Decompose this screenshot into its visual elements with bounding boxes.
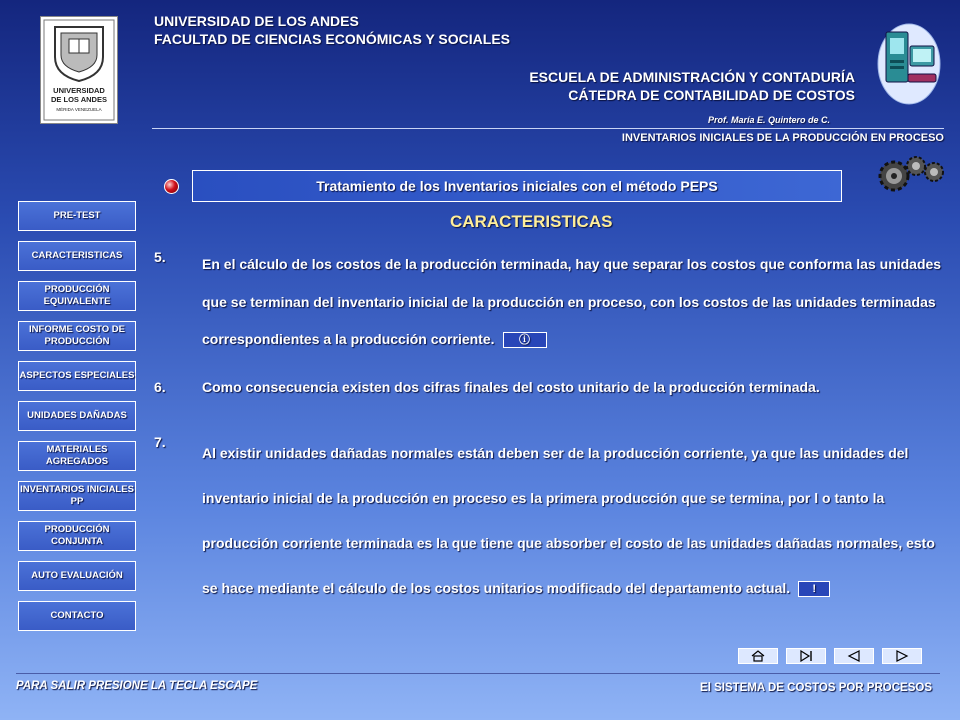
professor-name: Prof. María E. Quintero de C. (708, 115, 831, 125)
bullet-icon (164, 179, 179, 194)
university-logo (40, 16, 118, 124)
sidebar-item-produccion-equivalente[interactable]: PRODUCCIÓN EQUIVALENTE (18, 281, 136, 311)
list-item (202, 246, 947, 359)
end-icon (799, 650, 813, 662)
logo-line1: UNIVERSIDAD (53, 86, 105, 95)
sidebar-item-contacto[interactable]: CONTACTO (18, 601, 136, 631)
subtopic-title: INVENTARIOS INICIALES DE LA PRODUCCIÓN EN PROCESO (621, 132, 944, 144)
item-text: En el cálculo de los costos de la producción terminada, hay que separar los costos que conforma las unidades que se terminan del inventario inicial de la producción en proceso, con los costos de las unidades terminadas correspondientes a la producción corriente. (202, 256, 942, 347)
previous-button[interactable] (834, 648, 874, 664)
next-icon (895, 650, 909, 662)
home-button[interactable] (738, 648, 778, 664)
computer-icon (876, 18, 942, 106)
end-button[interactable] (786, 648, 826, 664)
sidebar-item-auto-evaluacion[interactable]: AUTO EVALUACIÓN (18, 561, 136, 591)
sidebar-item-caracteristicas[interactable]: CARACTERISTICAS (18, 241, 136, 271)
system-title: El SISTEMA DE COSTOS POR PROCESOS (700, 682, 932, 694)
section-heading: CARACTERISTICAS (450, 212, 613, 231)
item-text: Al existir unidades dañadas normales están deben ser de la producción corriente, ya que las unidades del inventario inicial de la producción en proceso es la primera producción que se termina, por l o tanto la producción corriente terminada es la que tiene que absorber el costo de las unidades dañadas normales, esto se hace mediante el cálculo de los costos unitarios modificado del departamento actual. (202, 445, 935, 596)
chair-name: CÁTEDRA DE CONTABILIDAD DE COSTOS (568, 87, 855, 103)
sidebar-item-materiales-agregados[interactable]: MATERIALES AGREGADOS (18, 441, 136, 471)
university-name: UNIVERSIDAD DE LOS ANDES (154, 13, 359, 29)
alert-icon-button[interactable]: ! (798, 581, 830, 597)
list-item (202, 376, 947, 398)
next-button[interactable] (882, 648, 922, 664)
item-text: Como consecuencia existen dos cifras finales del costo unitario de la producción terminada. (202, 379, 820, 395)
sidebar-item-unidades-danadas[interactable]: UNIDADES DAÑADAS (18, 401, 136, 431)
logo-line3: MÉRIDA VENEZUELA (56, 107, 102, 112)
info-icon-button[interactable]: ⓘ (503, 332, 547, 348)
list-item (202, 431, 947, 611)
school-name: ESCUELA DE ADMINISTRACIÓN Y CONTADURÍA (529, 69, 855, 85)
home-icon (751, 650, 765, 662)
item-number: 6. (154, 379, 166, 395)
item-number: 7. (154, 434, 166, 450)
logo-line2: DE LOS ANDES (51, 95, 107, 104)
sidebar-item-informe-costo[interactable]: INFORME COSTO DE PRODUCCIÓN (18, 321, 136, 351)
header-divider (152, 128, 944, 129)
previous-icon (847, 650, 861, 662)
sidebar-item-produccion-conjunta[interactable]: PRODUCCIÓN CONJUNTA (18, 521, 136, 551)
sidebar-item-pre-test[interactable]: PRE-TEST (18, 201, 136, 231)
faculty-name: FACULTAD DE CIENCIAS ECONÓMICAS Y SOCIALES (154, 31, 510, 47)
sidebar-item-aspectos-especiales[interactable]: ASPECTOS ESPECIALES (18, 361, 136, 391)
slide-title: Tratamiento de los Inventarios iniciales con el método PEPS (192, 170, 842, 202)
exit-instructions: PARA SALIR PRESIONE LA TECLA ESCAPE (16, 680, 258, 692)
footer-divider (16, 673, 940, 674)
sidebar-item-inventarios-iniciales[interactable]: INVENTARIOS INICIALES PP (18, 481, 136, 511)
gears-icon (878, 152, 946, 194)
item-number: 5. (154, 249, 166, 265)
